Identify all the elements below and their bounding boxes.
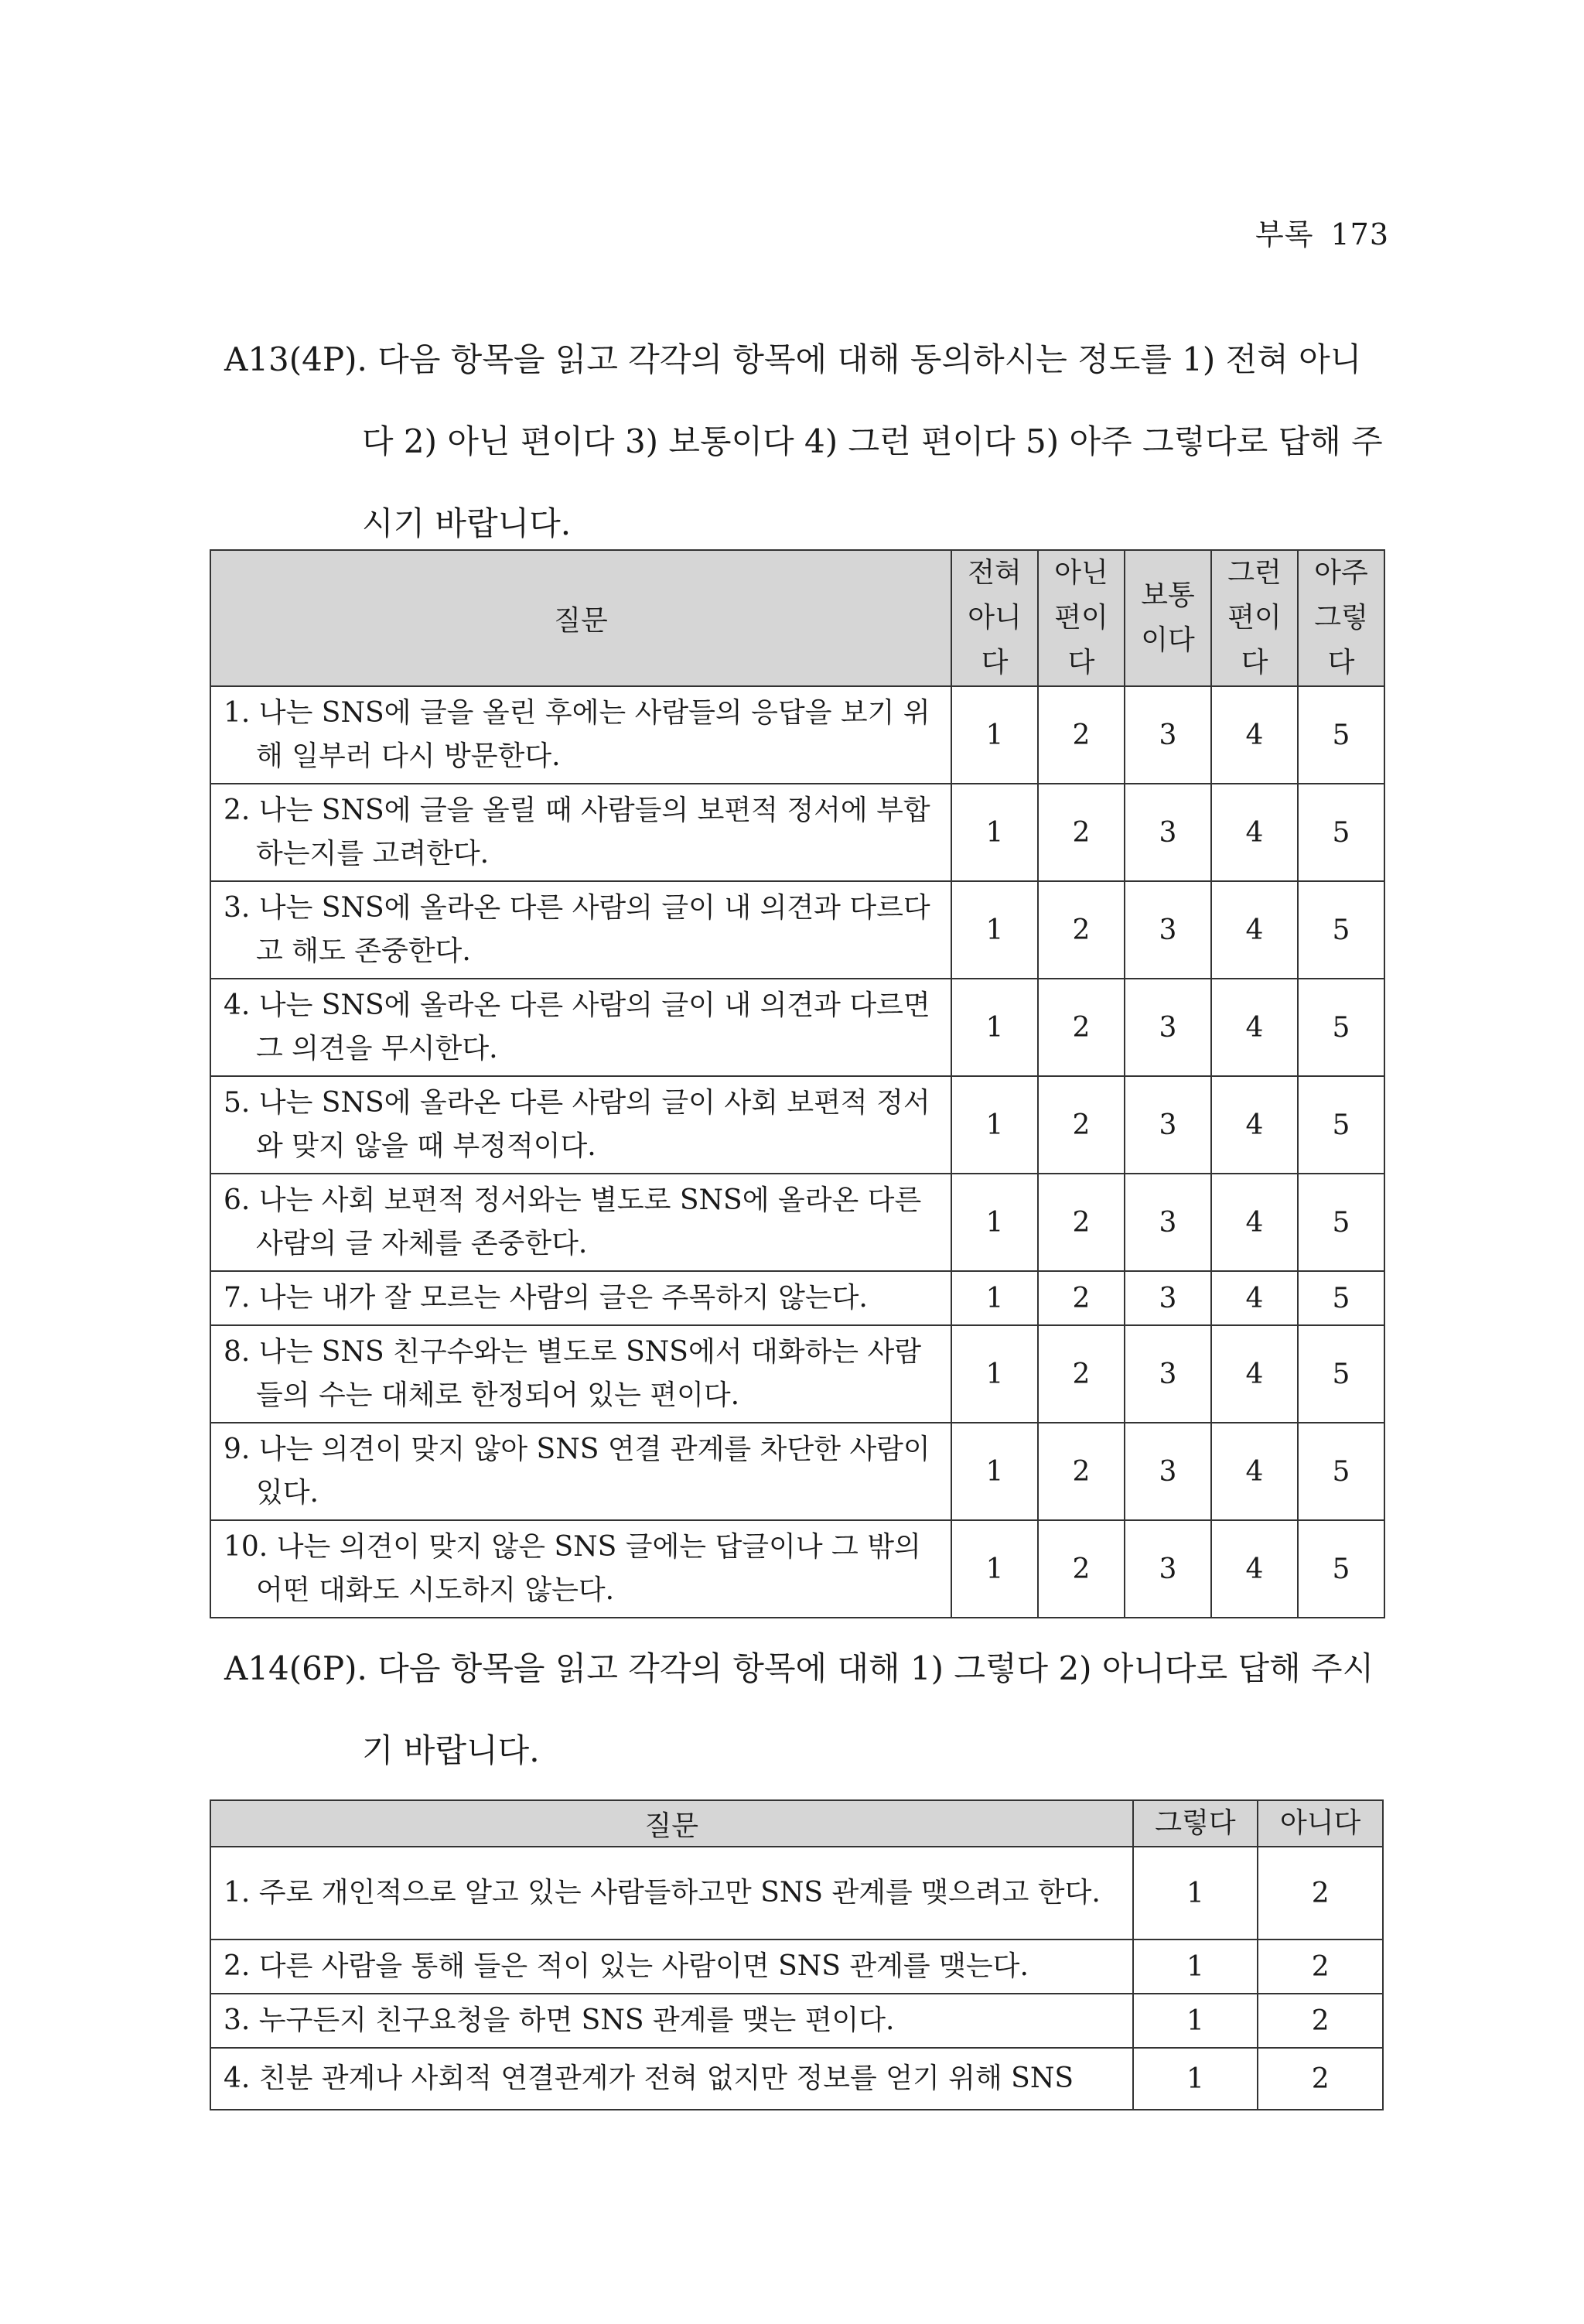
rating-cell-4: 4	[1211, 881, 1298, 979]
rating-cell-2: 2	[1258, 1940, 1383, 1994]
table-row	[210, 1423, 1384, 1520]
item-text: 1. 주로 개인적으로 알고 있는 사람들하고만 SNS 관계를 맺으려고 한다.	[210, 1847, 1133, 1940]
rating-cell-3: 3	[1125, 784, 1211, 881]
rating-cell-1: 1	[951, 1423, 1038, 1520]
table-row	[210, 1325, 1384, 1423]
rating-cell-2: 2	[1038, 1520, 1125, 1618]
item-text: 10. 나는 의견이 맞지 않은 SNS 글에는 답글이나 그 밖의 어떤 대화도 시도하지 않는다.	[210, 1520, 951, 1618]
rating-cell-1: 1	[951, 1325, 1038, 1423]
item-text: 7. 나는 내가 잘 모르는 사람의 글은 주목하지 않는다.	[210, 1271, 951, 1325]
table-header-row	[210, 1800, 1383, 1847]
table-row	[210, 1271, 1384, 1325]
rating-cell-5: 5	[1298, 1271, 1384, 1325]
table-row	[210, 1174, 1384, 1271]
rating-cell-2: 2	[1038, 784, 1125, 881]
rating-cell-4: 4	[1211, 1174, 1298, 1271]
rating-cell-1: 1	[951, 1174, 1038, 1271]
rating-cell-4: 4	[1211, 1520, 1298, 1618]
item-text: 3. 누구든지 친구요청을 하면 SNS 관계를 맺는 편이다.	[210, 1994, 1133, 2048]
rating-cell-3: 3	[1125, 979, 1211, 1076]
question-line-1	[224, 1628, 1400, 1710]
rating-cell-1: 1	[951, 1076, 1038, 1174]
question-line-3: 시기 바랍니다.	[362, 504, 572, 542]
rating-cell-2: 2	[1038, 1271, 1125, 1325]
item-text: 1. 나는 SNS에 글을 올린 후에는 사람들의 응답을 보기 위해 일부러 다시 방문한다.	[210, 686, 951, 784]
item-text: 6. 나는 사회 보편적 정서와는 별도로 SNS에 올라온 다른 사람의 글 자체를 존중한다.	[210, 1174, 951, 1271]
table-row	[210, 979, 1384, 1076]
rating-cell-1: 1	[1133, 1994, 1258, 2048]
rating-cell-1: 1	[951, 1271, 1038, 1325]
rating-cell-2: 2	[1038, 1325, 1125, 1423]
rating-cell-2: 2	[1038, 1174, 1125, 1271]
rating-cell-4: 4	[1211, 1076, 1298, 1174]
question-a13	[224, 319, 1400, 565]
rating-cell-3: 3	[1125, 1325, 1211, 1423]
rating-cell-5: 5	[1298, 1076, 1384, 1174]
section-label: 부록	[1255, 217, 1314, 251]
rating-cell-4: 4	[1211, 784, 1298, 881]
rating-cell-4: 4	[1211, 1325, 1298, 1423]
rating-cell-1: 1	[951, 686, 1038, 784]
question-line-2: 다 2) 아닌 편이다 3) 보통이다 4) 그런 편이다 5) 아주 그렇다로 답해 주	[362, 422, 1383, 460]
table-row	[210, 1076, 1384, 1174]
rating-cell-2: 2	[1258, 2048, 1383, 2110]
rating-cell-3: 3	[1125, 881, 1211, 979]
question-column-header: 질문	[210, 550, 951, 686]
option-header-yes: 그렇다	[1133, 1800, 1258, 1847]
rating-cell-3: 3	[1125, 1520, 1211, 1618]
rating-cell-2: 2	[1038, 686, 1125, 784]
item-text: 2. 다른 사람을 통해 들은 적이 있는 사람이면 SNS 관계를 맺는다.	[210, 1940, 1133, 1994]
rating-cell-1: 1	[951, 1520, 1038, 1618]
rating-cell-2: 2	[1038, 979, 1125, 1076]
rating-cell-1: 1	[951, 881, 1038, 979]
option-header-1: 전혀 아니 다	[951, 550, 1038, 686]
rating-cell-5: 5	[1298, 1520, 1384, 1618]
rating-cell-3: 3	[1125, 1271, 1211, 1325]
question-id: A13(4P).	[224, 340, 367, 378]
rating-cell-1: 1	[1133, 2048, 1258, 2110]
running-header	[1255, 210, 1389, 253]
option-header-2: 아닌 편이 다	[1038, 550, 1125, 686]
option-header-3: 보통 이다	[1125, 550, 1211, 686]
table-header-row	[210, 550, 1384, 686]
rating-cell-5: 5	[1298, 784, 1384, 881]
question-text-1: 다음 항목을 읽고 각각의 항목에 대해 동의하시는 정도를 1) 전혀 아니	[377, 340, 1362, 378]
table-row	[210, 1994, 1383, 2048]
table-row	[210, 784, 1384, 881]
rating-cell-2: 2	[1038, 1423, 1125, 1520]
item-text: 4. 친분 관계나 사회적 연결관계가 전혀 없지만 정보를 얻기 위해 SNS	[210, 2048, 1133, 2110]
table-row	[210, 1847, 1383, 1940]
rating-cell-5: 5	[1298, 686, 1384, 784]
rating-cell-1: 1	[1133, 1847, 1258, 1940]
table-row	[210, 686, 1384, 784]
item-text: 8. 나는 SNS 친구수와는 별도로 SNS에서 대화하는 사람들의 수는 대체로 한정되어 있는 편이다.	[210, 1325, 951, 1423]
table-row	[210, 1940, 1383, 1994]
rating-cell-3: 3	[1125, 686, 1211, 784]
question-a14	[224, 1628, 1400, 1792]
question-id: A14(6P).	[224, 1649, 367, 1687]
item-text: 9. 나는 의견이 맞지 않아 SNS 연결 관계를 차단한 사람이 있다.	[210, 1423, 951, 1520]
rating-cell-1: 1	[951, 784, 1038, 881]
option-header-no: 아니다	[1258, 1800, 1383, 1847]
rating-cell-4: 4	[1211, 979, 1298, 1076]
rating-cell-4: 4	[1211, 1271, 1298, 1325]
rating-cell-2: 2	[1258, 1847, 1383, 1940]
rating-cell-3: 3	[1125, 1423, 1211, 1520]
option-header-5: 아주 그렇 다	[1298, 550, 1384, 686]
rating-cell-5: 5	[1298, 1174, 1384, 1271]
rating-cell-5: 5	[1298, 1423, 1384, 1520]
rating-cell-5: 5	[1298, 1325, 1384, 1423]
rating-cell-5: 5	[1298, 881, 1384, 979]
item-text: 2. 나는 SNS에 글을 올릴 때 사람들의 보편적 정서에 부합하는지를 고려한다.	[210, 784, 951, 881]
yes-no-table	[210, 1799, 1384, 2110]
table-row	[210, 881, 1384, 979]
table-row	[210, 1520, 1384, 1618]
likert-table	[210, 549, 1385, 1618]
question-column-header: 질문	[210, 1800, 1133, 1847]
rating-cell-2: 2	[1258, 1994, 1383, 2048]
item-text: 3. 나는 SNS에 올라온 다른 사람의 글이 내 의견과 다르다고 해도 존중한다.	[210, 881, 951, 979]
question-line-2: 기 바랍니다.	[362, 1731, 540, 1769]
question-line-1	[224, 319, 1400, 401]
rating-cell-2: 2	[1038, 881, 1125, 979]
rating-cell-2: 2	[1038, 1076, 1125, 1174]
option-header-4: 그런 편이 다	[1211, 550, 1298, 686]
rating-cell-1: 1	[951, 979, 1038, 1076]
item-text: 4. 나는 SNS에 올라온 다른 사람의 글이 내 의견과 다르면 그 의견을 무시한다.	[210, 979, 951, 1076]
question-text-1: 다음 항목을 읽고 각각의 항목에 대해 1) 그렇다 2) 아니다로 답해 주시	[377, 1649, 1374, 1687]
rating-cell-5: 5	[1298, 979, 1384, 1076]
rating-cell-3: 3	[1125, 1076, 1211, 1174]
rating-cell-3: 3	[1125, 1174, 1211, 1271]
table-row	[210, 2048, 1383, 2110]
rating-cell-4: 4	[1211, 1423, 1298, 1520]
rating-cell-1: 1	[1133, 1940, 1258, 1994]
rating-cell-4: 4	[1211, 686, 1298, 784]
page-number: 173	[1330, 217, 1389, 251]
item-text: 5. 나는 SNS에 올라온 다른 사람의 글이 사회 보편적 정서와 맞지 않을 때 부정적이다.	[210, 1076, 951, 1174]
